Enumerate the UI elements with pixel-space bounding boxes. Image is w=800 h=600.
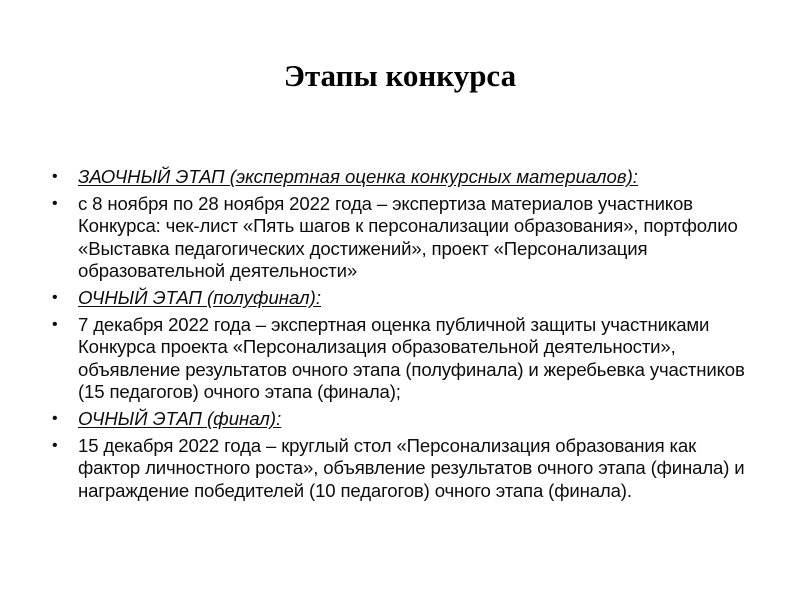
slide-title: Этапы конкурса: [283, 58, 517, 93]
stage-details-correspondence: с 8 ноября по 28 ноября 2022 года – экспертиза материалов участников Конкурса: чек-лист «Пять шагов к персонализации образования», портфолио «Выставка педагогических достижений», проект «Персонализация образовательной деятельности»: [78, 192, 738, 282]
bullet-item-semifinal-heading: [52, 287, 752, 310]
bullet-icon: •: [52, 409, 58, 427]
stages-bullet-list: [52, 166, 752, 506]
bullet-icon: •: [52, 315, 58, 333]
stage-details-final: 15 декабря 2022 года – круглый стол «Персонализация образования как фактор личностного роста», объявление результатов очного этапа (финала) и награждение победителей (10 педагогов) очного этапа (финала).: [78, 434, 745, 501]
stage-details-semifinal: 7 декабря 2022 года – экспертная оценка публичной защиты участниками Конкурса проекта «Персонализация образовательной деятельности», объявление результатов очного этапа (полуфинала) и жеребьевка участников (15 педагогов) очного этапа (финала);: [78, 313, 745, 403]
bullet-icon: •: [52, 168, 58, 185]
bullet-item-semifinal-details: [52, 314, 752, 404]
bullet-icon: •: [52, 288, 58, 306]
stage-heading-correspondence: ЗАОЧНЫЙ ЭТАП (экспертная оценка конкурсных материалов):: [78, 166, 638, 187]
bullet-item-correspondence-stage-heading: [52, 166, 752, 189]
bullet-icon: •: [52, 194, 58, 212]
bullet-icon: •: [52, 436, 58, 454]
stage-heading-final: ОЧНЫЙ ЭТАП (финал):: [78, 407, 282, 429]
bullet-item-correspondence-stage-details: [52, 193, 752, 283]
stage-heading-semifinal: ОЧНЫЙ ЭТАП (полуфинал):: [78, 286, 322, 308]
bullet-item-final-details: [52, 435, 752, 503]
bullet-item-final-heading: [52, 408, 752, 431]
